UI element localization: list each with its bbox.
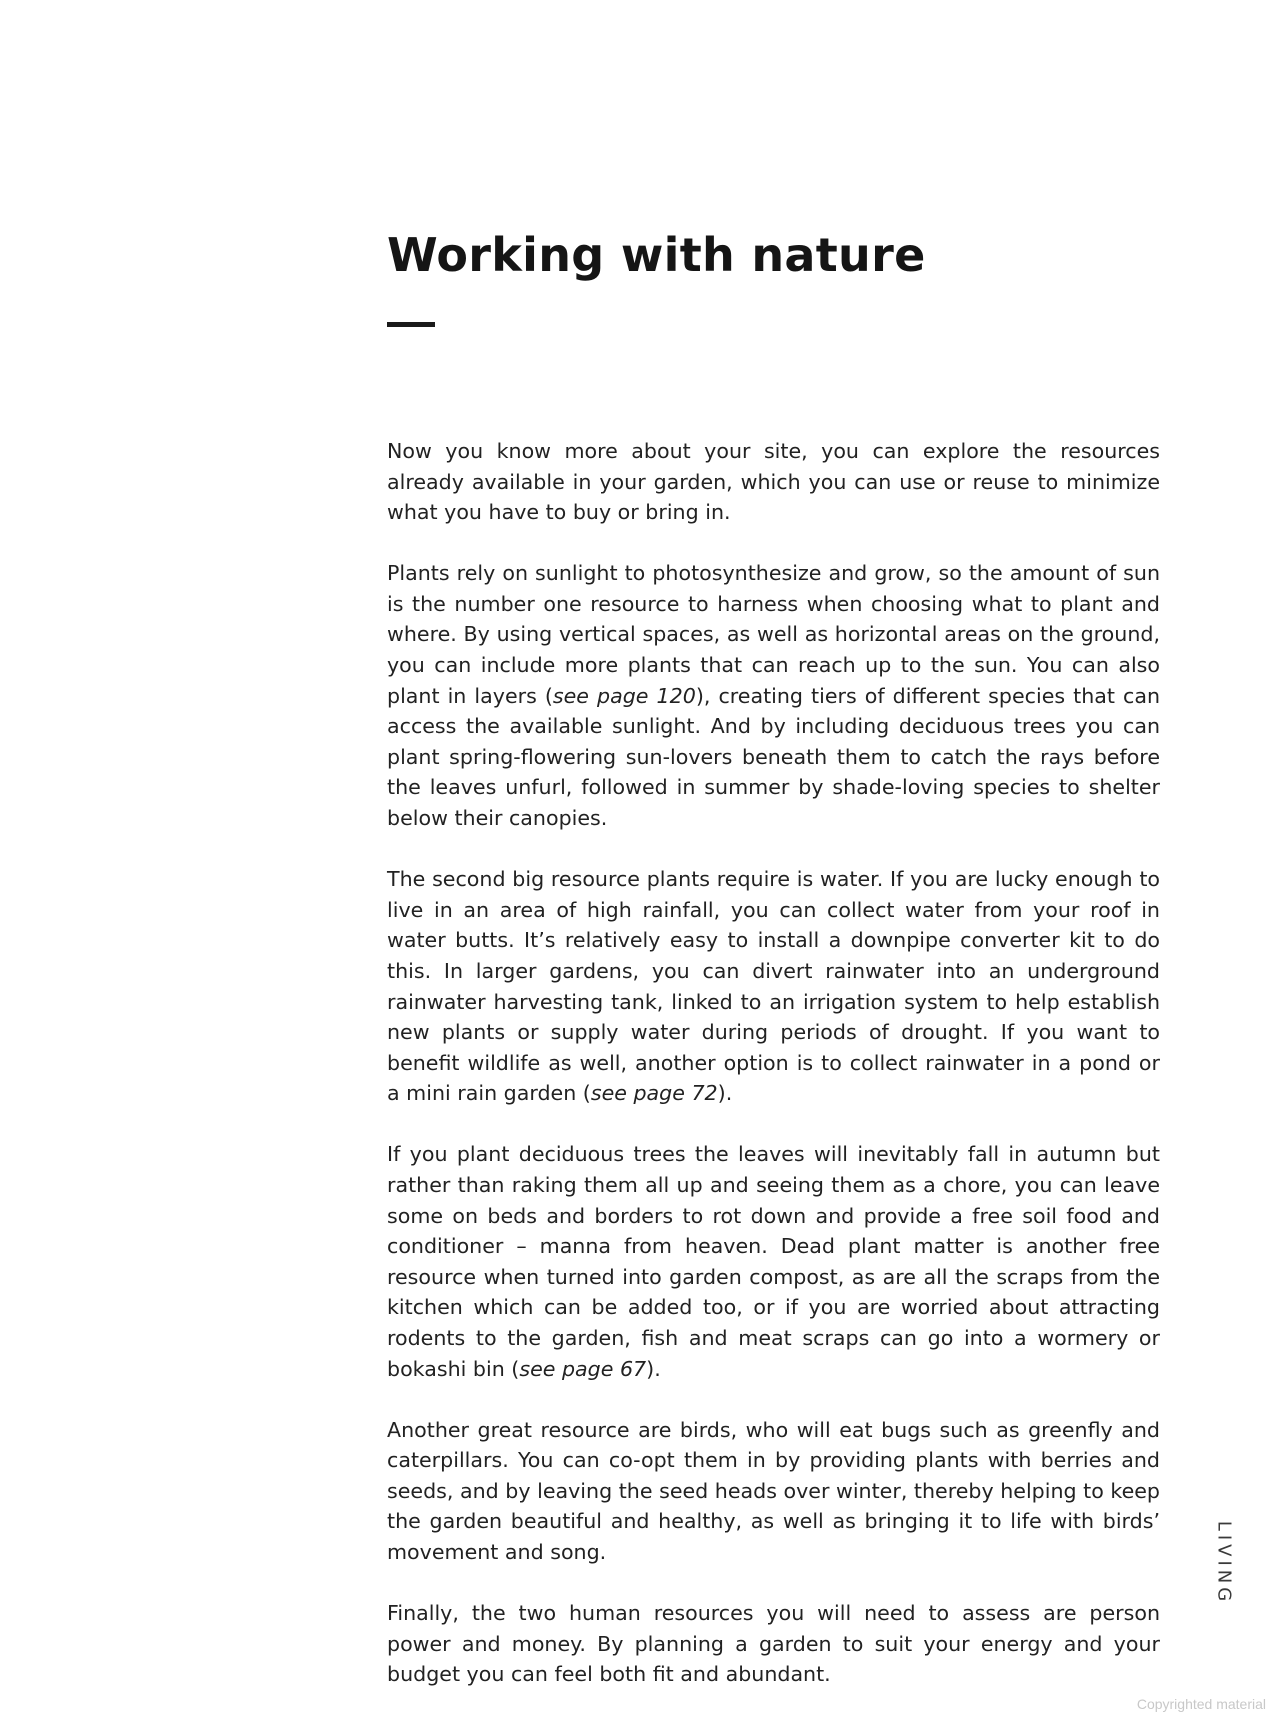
page-title: Working with nature (387, 228, 926, 282)
body-text (387, 436, 1160, 1690)
paragraph-3-text-b: ). (717, 1081, 733, 1106)
paragraph-2-text-b: ), creating tiers of different species that can access the available sunlight. And by including deciduous trees you can plant spring-flowering sun-lovers beneath them to catch the rays before the leaves unfurl, followed in summer by shade-loving species to shelter below their canopies. (387, 683, 1161, 831)
paragraph-5-text: Another great resource are birds, who will eat bugs such as greenfly and caterpillars. You can co-opt them in by providing plants with berries and seeds, and by leaving the seed heads over winter, thereby helping to keep the garden beautiful and healthy, as well as bringing it to life with birds’ movement and song. (387, 1417, 1160, 1564)
paragraph-5 (387, 1415, 1160, 1568)
paragraph-6 (387, 1598, 1160, 1690)
section-label (1214, 1518, 1234, 1608)
paragraph-3-text-a: The second big resource plants require is water. If you are lucky enough to live in an area of high rainfall, you can collect water from your roof in water butts. It’s relatively easy to install a downpipe converter kit to do this. In larger gardens, you can divert rainwater into an underground rainwater harvesting tank, linked to an irrigation system to help establish new plants or supply water during periods of drought. If you want to benefit wildlife as well, another option is to collect rainwater in a pond or a mini rain garden ( (387, 867, 1160, 1106)
paragraph-3-page-reference: see page 72 (590, 1081, 718, 1106)
paragraph-4-page-reference: see page 67 (519, 1356, 647, 1381)
paragraph-4 (387, 1139, 1160, 1384)
paragraph-6-text: Finally, the two human resources you will need to assess are person power and money. By planning a garden to suit your energy and your budget you can feel both fit and abundant. (387, 1601, 1160, 1687)
paragraph-4-text-b: ). (646, 1356, 661, 1381)
copyright-watermark: Copyrighted material (1136, 1696, 1266, 1712)
paragraph-2-page-reference: see page 120 (552, 683, 696, 708)
paragraph-1 (387, 436, 1160, 528)
paragraph-2 (387, 558, 1160, 833)
title-rule (387, 322, 435, 327)
paragraph-4-text-a: If you plant deciduous trees the leaves will inevitably fall in autumn but rather than raking them all up and seeing them as a chore, you can leave some on beds and borders to rot down and provide a free soil food and conditioner – manna from heaven. Dead plant matter is another free resource when turned into garden compost, as are all the scraps from the kitchen which can be added too, or if you are worried about attracting rodents to the garden, fish and meat scraps can go into a wormery or bokashi bin ( (387, 1142, 1160, 1381)
paragraph-1-text: Now you know more about your site, you can explore the resources already available in your garden, which you can use or reuse to minimize what you have to buy or bring in. (387, 439, 1160, 525)
paragraph-2-text-a: Plants rely on sunlight to photosynthesize and grow, so the amount of sun is the number one resource to harness when choosing what to plant and where. By using vertical spaces, as well as horizontal areas on the ground, you can include more plants that can reach up to the sun. You can also plant in layers ( (387, 561, 1160, 708)
section-label-text: LIVING (1213, 1520, 1235, 1606)
paragraph-3 (387, 864, 1160, 1109)
